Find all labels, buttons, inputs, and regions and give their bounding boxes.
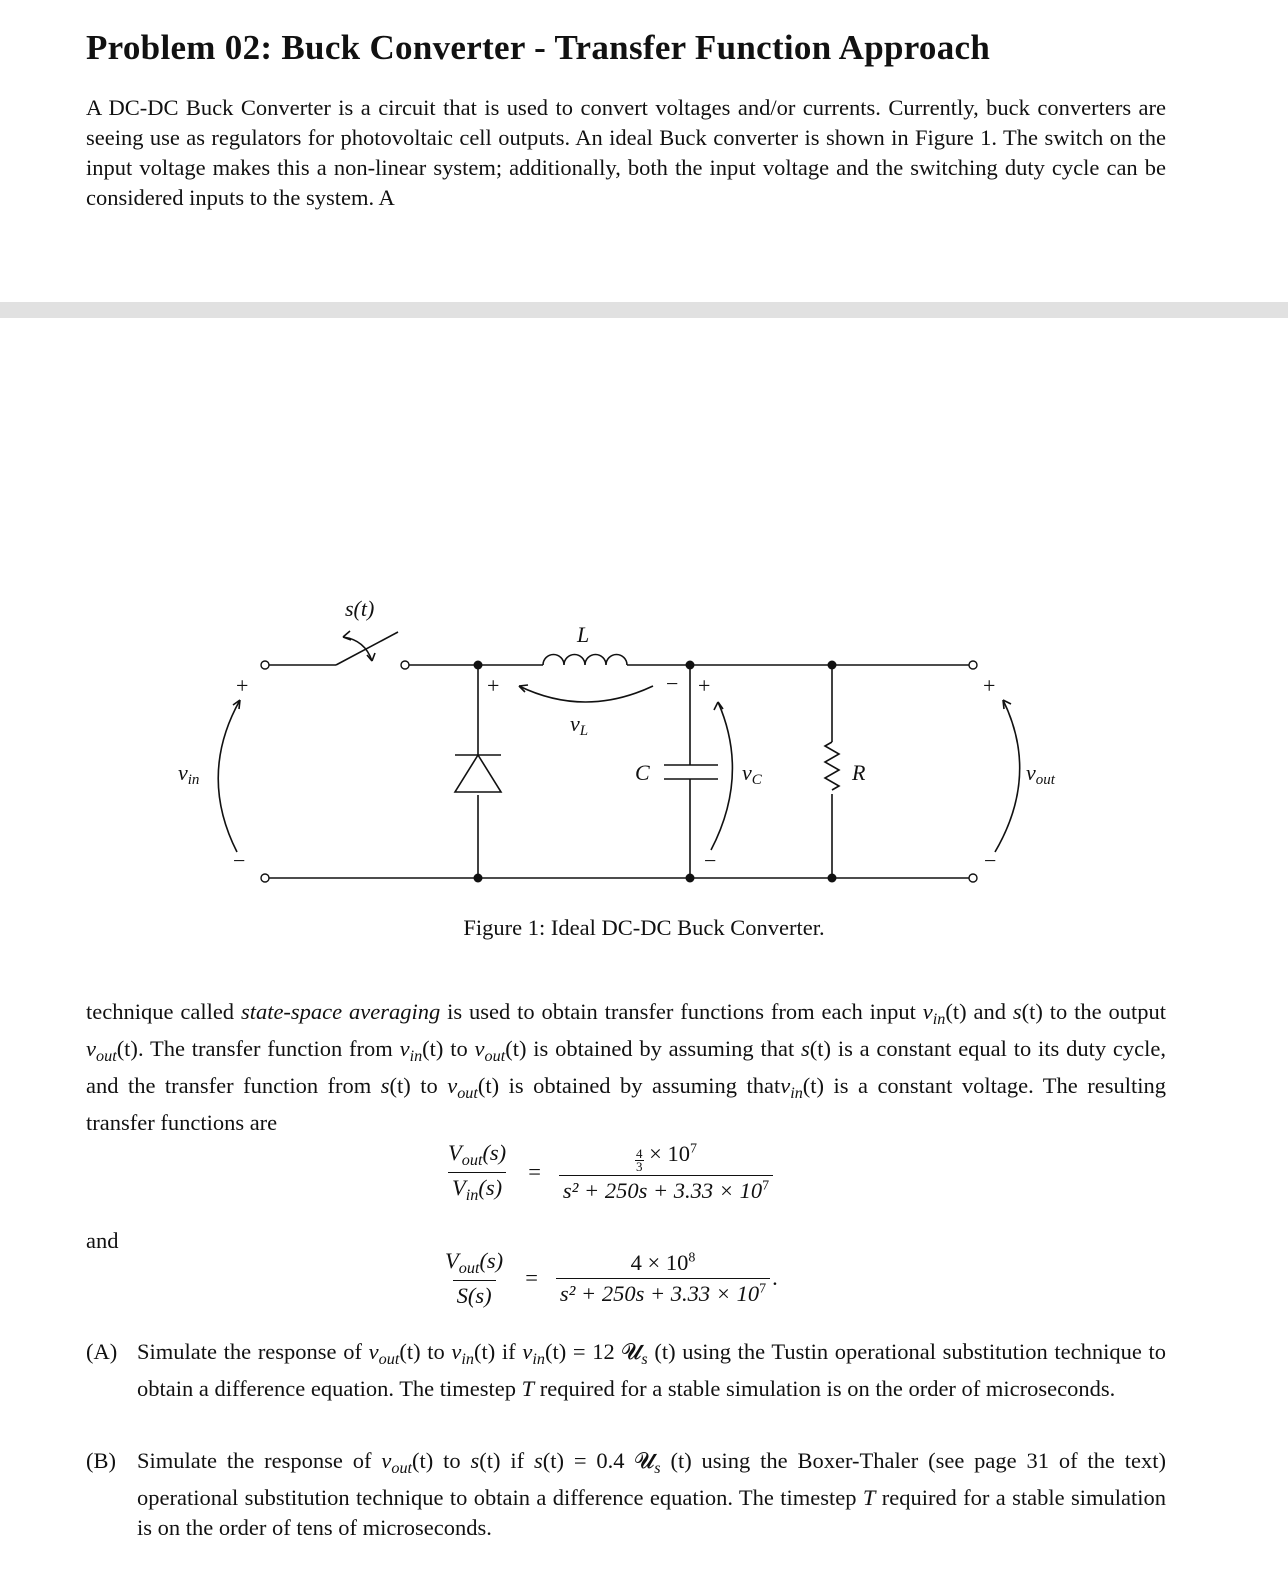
eq2-lhs: $\frac{V_{out}(s)}{S(s)}$: [445, 1248, 504, 1308]
terminal-switch-right: [401, 661, 409, 669]
switch-label: s(t): [345, 596, 375, 621]
inductor-label: L: [577, 622, 590, 647]
resistor-zigzag: [825, 742, 839, 790]
terminal-out-bottom: [969, 874, 977, 882]
minus-sign: −: [704, 848, 717, 873]
plus-sign: +: [236, 673, 249, 698]
minus-sign: −: [666, 671, 679, 696]
eq2-rhs: $\frac{4 \times 10^8}{s^2 + 250s + 3.33 \times 10^7}$: [556, 1250, 770, 1307]
plus-sign: +: [487, 673, 500, 698]
emphasis-state-space-averaging: state-space averaging: [240, 999, 441, 1024]
inductor-voltage-arrow: [519, 686, 653, 702]
node-dot: [474, 661, 483, 670]
plus-sign: +: [698, 673, 711, 698]
task-item-a: (A) Simulate the response of $v_{out}(t)$ to $v_{in}(t)$ if $v_{in}(t) = 12$ 𝓤$_s$ (t) using the Tustin operational substitution technique to obtain a difference equation. The timestep T required for a stable simulation is on the order of microseconds.: [86, 1339, 1166, 1401]
capacitor-voltage-label: vC: [742, 760, 762, 788]
eq1-lhs: $\frac{V_{out}(s)}{V_{in}(s)}$: [448, 1140, 507, 1204]
task-label: (A): [86, 1339, 118, 1364]
resistor-label: R: [852, 760, 866, 785]
input-voltage-arrow: [218, 700, 240, 852]
eq1-rhs: $\frac{4}{3}$ × $10^7$ $s^2 + 250s + 3.33 \times 10^7$: [559, 1141, 773, 1204]
intro-paragraph: A DC-DC Buck Converter is a circuit that is used to convert voltages and/or currents. Currently, buck converters are seeing use as regulators for photovoltaic cell outputs. An ideal Buck converter is shown in Figure 1. The switch on the input voltage makes this a non-linear system; additionally, both the input voltage and the switching duty cycle can be considered inputs to the system. A: [86, 95, 1166, 210]
output-voltage-label: vout: [1026, 760, 1055, 788]
diode-symbol: [455, 755, 501, 792]
method-paragraph: technique called state-space averaging is used to obtain transfer functions from each input $v_{in}(t)$ and s(t) to the output $v_{out}(t)$. The transfer function from $v_{in}(t)$ to $v_{out}(t)$ is obtained by assuming that s(t) is a constant equal to its duty cycle, and the transfer function from s(t) to $v_{out}(t)$ is obtained by assuming thatv$_{in}$(t) is a constant voltage. The resulting transfer functions are: [86, 999, 1166, 1135]
node-dot: [686, 874, 695, 883]
terminal-out-top: [969, 661, 977, 669]
node-dot: [828, 661, 837, 670]
minus-sign: −: [233, 848, 246, 873]
node-dot: [828, 874, 837, 883]
figure-caption: Figure 1: Ideal DC-DC Buck Converter.: [463, 915, 825, 940]
buck-converter-circuit: [0, 590, 1288, 890]
terminal-in-top: [261, 661, 269, 669]
inductor-coil: [543, 655, 627, 666]
task-item-b: (B) Simulate the response of $v_{out}(t)$ to s(t) if s(t) = 0.4 𝓤$_s$ (t) using the Boxer-Thaler (see page 31 of the text) operational substitution technique to obtain a difference equation. The timestep T required for a stable simulation is on the order of tens of microseconds.: [86, 1448, 1166, 1540]
transfer-function-s: $\frac{V_{out}(s)}{S(s)}$ = $\frac{4 \times 10^8}{s^2 + 250s + 3.33 \times 10^7}$ .: [441, 1248, 778, 1309]
node-dot: [474, 874, 483, 883]
and-connector: and: [86, 1228, 119, 1253]
capacitor-voltage-arrow: [711, 702, 732, 850]
terminal-in-bottom: [261, 874, 269, 882]
plus-sign: +: [983, 673, 996, 698]
task-label: (B): [86, 1448, 116, 1473]
transfer-function-vin: $\frac{V_{out}(s)}{V_{in}(s)}$ = $\frac{4}{3}$ × $10^7$ $s^2 + 250s + 3.33 \times 10^7$: [444, 1140, 773, 1205]
page-separator: [0, 302, 1288, 318]
minus-sign: −: [984, 848, 997, 873]
problem-title: Problem 02: Buck Converter - Transfer Function Approach: [86, 28, 991, 67]
capacitor-label: C: [635, 760, 650, 785]
node-dot: [686, 661, 695, 670]
output-voltage-arrow: [995, 700, 1020, 852]
inductor-voltage-label: vL: [570, 711, 589, 739]
input-voltage-label: vin: [178, 760, 200, 788]
